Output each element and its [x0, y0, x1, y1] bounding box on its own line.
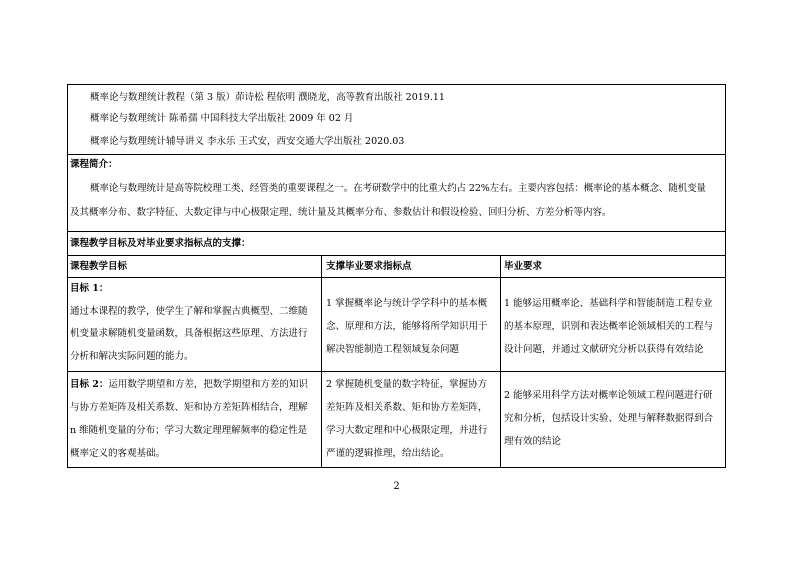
intro-line-1: 概率论与数理统计是高等院校理工类、经管类的重要课程之一。在考研数学中的比重大约占 22%左右。主要内容包括：概率论的基本概念、随机变量 [90, 183, 706, 194]
goal-1-line: 分析和解决实际问题的能力。 [70, 351, 194, 362]
header-requirement: 毕业要求 [504, 261, 543, 272]
header-indicator: 支撑毕业要求指标点 [326, 261, 412, 272]
goal-1-line: 机变量求解随机变量函数，具备根据这些原理、方法进行 [70, 328, 308, 339]
goal-2-line: 概率定义的客观基础。 [70, 448, 166, 459]
reference-2: 概率论与数理统计 陈希孺 中国科技大学出版社 2009 年 02 月 [90, 113, 354, 124]
goal-2-line: 与协方差矩阵及相关系数、矩和协方差矩阵相结合，理解 [70, 402, 308, 413]
indicator-2-line: 差矩阵及相关系数、矩和协方差矩阵， [326, 402, 488, 413]
goal-2-line: n 维随机变量的分布；学习大数定理理解频率的稳定性是 [70, 425, 308, 436]
requirement-1-line: 的基本原理，识别和表达概率论领域相关的工程与 [504, 321, 714, 332]
page-number: 2 [393, 481, 400, 492]
requirement-1-line: 设计问题，并通过文献研究分析以获得有效结论 [504, 344, 704, 355]
goal-1-line: 通过本课程的教学，使学生了解和掌握古典概型、二维随 [70, 306, 308, 317]
divider-references [67, 154, 726, 155]
divider-row-1 [67, 371, 726, 372]
header-course-goal: 课程教学目标 [70, 261, 128, 272]
indicator-2-line: 2 掌握随机变量的数字特征，掌握协方 [326, 379, 488, 390]
reference-1: 概率论与数理统计教程（第 3 版）茆诗松 程依明 濮晓龙，高等教育出版社 2019.11 [90, 92, 445, 103]
goal-1-label: 目标 1： [70, 283, 109, 294]
requirement-2-line: 2 能够采用科学方法对概率论领域工程问题进行研 [504, 390, 713, 401]
requirement-1-line: 1 能够运用概率论、基础科学和智能制造工程专业 [504, 298, 713, 309]
goal-2-line: 运用数学期望和方差，把数学期望和方差的知识 [108, 379, 308, 390]
indicator-1-line: 念、原理和方法，能够将所学知识用于 [326, 321, 488, 332]
divider-intro [67, 231, 726, 232]
intro-heading: 课程简介： [70, 159, 118, 170]
indicator-1-line: 1 掌握概率论与统计学学科中的基本概 [326, 298, 488, 309]
column-divider-1 [321, 255, 322, 468]
requirement-2-line: 理有效的结论 [504, 436, 562, 447]
indicator-2-line: 严谨的逻辑推理，给出结论。 [326, 448, 450, 459]
indicator-1-line: 解决智能制造工程领域复杂问题 [326, 344, 460, 355]
requirement-2-line: 究和分析，包括设计实验、处理与解释数据得到合 [504, 413, 714, 424]
goal-2-label: 目标 2： [70, 379, 109, 390]
reference-3: 概率论与数理统计辅导讲义 李永乐 王式安，西安交通大学出版社 2020.03 [90, 136, 405, 147]
goal-2-first-line [70, 374, 308, 395]
intro-line-2: 及其概率分布、数字特征、大数定律与中心极限定理、统计量及其概率分布、参数估计和假设检验、回归分析、方差分析等内容。 [70, 207, 612, 218]
support-heading: 课程教学目标及对毕业要求指标点的支撑： [70, 238, 251, 249]
divider-table-header [67, 277, 726, 278]
indicator-2-line: 学习大数定理和中心极限定理，并进行 [326, 425, 488, 436]
column-divider-2 [500, 255, 501, 468]
